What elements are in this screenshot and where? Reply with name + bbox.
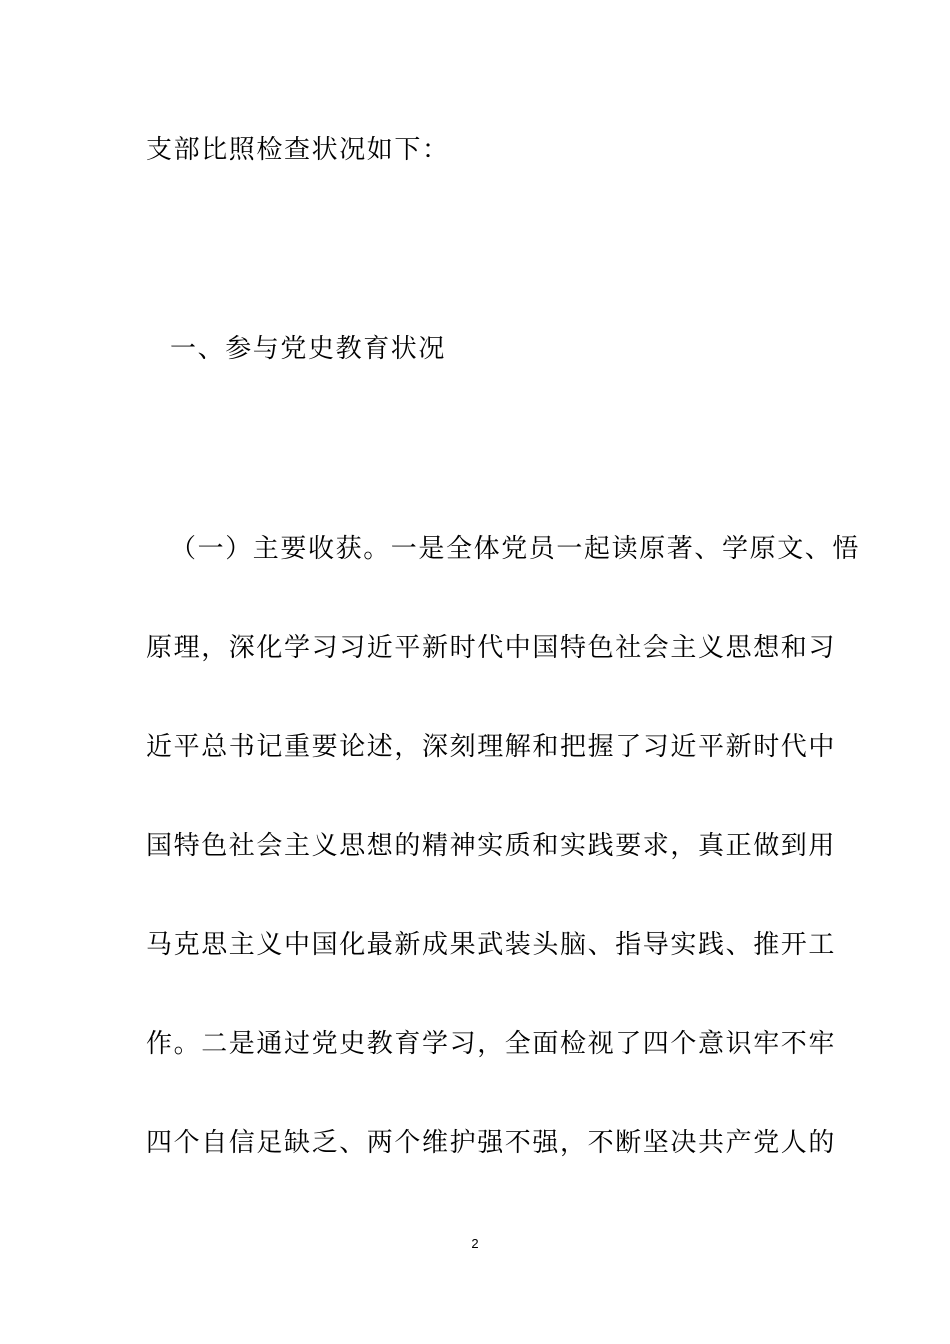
page-number: 2	[471, 1236, 479, 1251]
section-heading: 一、参与党史教育状况	[170, 334, 447, 364]
paragraph-line: 作。二是通过党史教育学习，全面检视了四个意识牢不牢	[146, 1029, 837, 1059]
paragraph-line: 国特色社会主义思想的精神实质和实践要求，真正做到用	[146, 831, 837, 861]
intro-line: 支部比照检查状况如下：	[146, 135, 450, 165]
paragraph-line: 四个自信足缺乏、两个维护强不强，不断坚决共产党人的	[146, 1128, 837, 1158]
paragraph-line: 近平总书记重要论述，深刻理解和把握了习近平新时代中	[146, 732, 837, 762]
paragraph-line: 马克思主义中国化最新成果武装头脑、指导实践、推开工	[146, 930, 837, 960]
paragraph-line: （一）主要收获。一是全体党员一起读原著、学原文、悟	[170, 534, 861, 564]
paragraph-line: 原理，深化学习习近平新时代中国特色社会主义思想和习	[146, 633, 837, 663]
